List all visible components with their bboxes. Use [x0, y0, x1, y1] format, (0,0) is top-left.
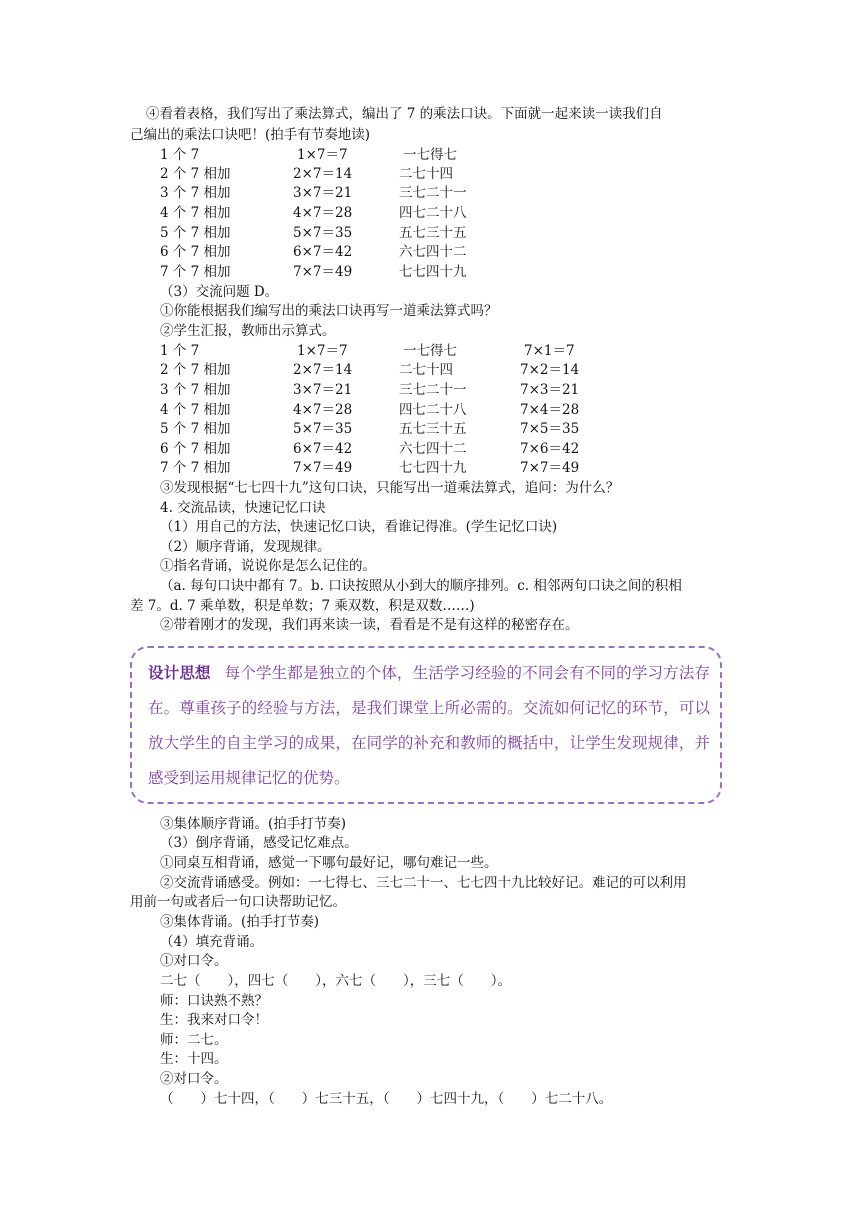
paragraph-line: （a. 每句口诀中都有 7。b. 口诀按照从小到大的顺序排列。c. 相邻两句口诀之间的积相 [160, 578, 682, 594]
table-cell: 5×7＝35 [293, 421, 353, 437]
paragraph-line: （4）填充背诵。 [160, 934, 264, 950]
table-cell: 7×3＝21 [520, 382, 580, 398]
paragraph-line: 师：口诀熟不熟？ [160, 993, 268, 1009]
design-idea-title: 设计思想 [148, 664, 211, 682]
table-cell: 7×7＝49 [520, 460, 580, 476]
paragraph-line: （1）用自己的方法，快速记忆口诀，看谁记得准。(学生记忆口诀) [160, 519, 558, 535]
table-cell: 二七十四 [399, 166, 453, 182]
table-cell: 1×7＝7 [297, 343, 348, 359]
table-cell: 7×6＝42 [520, 441, 580, 457]
paragraph-line: ③发现根据“七七四十九”这句口诀，只能写出一道乘法算式，追问：为什么？ [160, 480, 620, 496]
table-cell: 四七二十八 [399, 402, 467, 418]
table-cell: 六七四十二 [399, 244, 467, 260]
table-cell: 二七十四 [399, 362, 453, 378]
paragraph-line: ①你能根据我们编写出的乘法口诀再写一道乘法算式吗？ [160, 303, 498, 319]
section-heading: （3）交流问题 D。 [160, 284, 279, 300]
table-cell: 2 个 7 相加 [160, 362, 231, 378]
paragraph-line: ④看着表格，我们写出了乘法算式，编出了 7 的乘法口诀。下面就一起来读一读我们自 [146, 106, 663, 122]
table-cell: 3 个 7 相加 [160, 382, 231, 398]
table-cell: 7 个 7 相加 [160, 264, 231, 280]
paragraph-line: ①对口令。 [160, 953, 228, 969]
paragraph-line: （3）倒序背诵，感受记忆难点。 [160, 835, 358, 851]
table-cell: 三七二十一 [399, 185, 467, 201]
design-idea-body: 每个学生都是独立的个体，生活学习经验的不同会有不同的学习方法存在。尊重孩子的经验与方法，是我们课堂上所必需的。交流如何记忆的环节，可以放大学生的自主学习的成果，在同学的补充和教师的概括中，让学生发现规律，并感受到运用规律记忆的优势。 [148, 664, 710, 787]
paragraph-line: ③集体顺序背诵。(拍手打节奏) [160, 816, 347, 832]
table-cell: 3×7＝21 [293, 185, 353, 201]
paragraph-line: ①同桌互相背诵，感觉一下哪句最好记，哪句难记一些。 [160, 855, 498, 871]
table-cell: 7×1＝7 [524, 343, 575, 359]
table-cell: 7×7＝49 [293, 264, 353, 280]
paragraph-line: ②交流背诵感受。例如：一七得七、三七二十一、七七四十九比较好记。难记的可以利用 [160, 875, 687, 891]
table-cell: 6 个 7 相加 [160, 441, 231, 457]
table-cell: 4×7＝28 [293, 402, 353, 418]
table-cell: 七七四十九 [399, 460, 467, 476]
paragraph-line: （2）顺序背诵，发现规律。 [160, 539, 331, 555]
paragraph-line: 生：十四。 [160, 1051, 228, 1067]
table-cell: 4×7＝28 [293, 205, 353, 221]
table-cell: 3 个 7 相加 [160, 185, 231, 201]
table-cell: 四七二十八 [399, 205, 467, 221]
paragraph-line: ①指名背诵，说说你是怎么记住的。 [160, 558, 376, 574]
paragraph-line: 生：我来对口令！ [160, 1012, 268, 1028]
table-cell: 1×7＝7 [297, 147, 348, 163]
paragraph-line: ③集体背诵。(拍手打节奏) [160, 914, 320, 930]
table-cell: 七七四十九 [399, 264, 467, 280]
table-cell: 1 个 7 [160, 343, 200, 359]
table-cell: 6×7＝42 [293, 244, 353, 260]
table-cell: 3×7＝21 [293, 382, 353, 398]
table-cell: 五七三十五 [399, 421, 467, 437]
table-cell: 2×7＝14 [293, 362, 353, 378]
table-cell: 7×5＝35 [520, 421, 580, 437]
table-cell: 2×7＝14 [293, 166, 353, 182]
table-cell: 三七二十一 [399, 382, 467, 398]
table-cell: 6 个 7 相加 [160, 244, 231, 260]
table-cell: 5 个 7 相加 [160, 225, 231, 241]
paragraph-line: 用前一句或者后一句口诀帮助记忆。 [130, 894, 346, 910]
paragraph-line: （ ）七十四，（ ）七三十五，（ ）七四十九，（ ）七二十八。 [160, 1091, 613, 1107]
table-cell: 6×7＝42 [293, 441, 353, 457]
paragraph-line: 师：二七。 [160, 1032, 228, 1048]
section-heading: 4. 交流品读，快速记忆口诀 [160, 500, 326, 516]
table-cell: 一七得七 [403, 147, 457, 163]
design-idea-box [130, 646, 722, 804]
table-cell: 2 个 7 相加 [160, 166, 231, 182]
table-cell: 五七三十五 [399, 225, 467, 241]
paragraph-line: 差 7。d. 7 乘单数，积是单数；7 乘双数，积是双数……) [130, 598, 475, 614]
table-cell: 5 个 7 相加 [160, 421, 231, 437]
table-cell: 7×7＝49 [293, 460, 353, 476]
table-cell: 4 个 7 相加 [160, 402, 231, 418]
paragraph-line: ②学生汇报，教师出示算式。 [160, 323, 336, 339]
table-cell: 4 个 7 相加 [160, 205, 231, 221]
table-cell: 1 个 7 [160, 147, 200, 163]
paragraph-line: ②对口令。 [160, 1071, 228, 1087]
table-cell: 7×4＝28 [520, 402, 580, 418]
table-cell: 7 个 7 相加 [160, 460, 231, 476]
table-cell: 7×2＝14 [520, 362, 580, 378]
paragraph-line: 二七（ ），四七（ ），六七（ ），三七（ ）。 [160, 973, 511, 989]
table-cell: 六七四十二 [399, 441, 467, 457]
table-cell: 一七得七 [403, 343, 457, 359]
paragraph-line: 己编出的乘法口诀吧！(拍手有节奏地读) [130, 127, 371, 143]
table-cell: 5×7＝35 [293, 225, 353, 241]
design-idea-text [148, 656, 710, 796]
paragraph-line: ②带着刚才的发现，我们再来读一读，看看是不是有这样的秘密存在。 [160, 617, 579, 633]
